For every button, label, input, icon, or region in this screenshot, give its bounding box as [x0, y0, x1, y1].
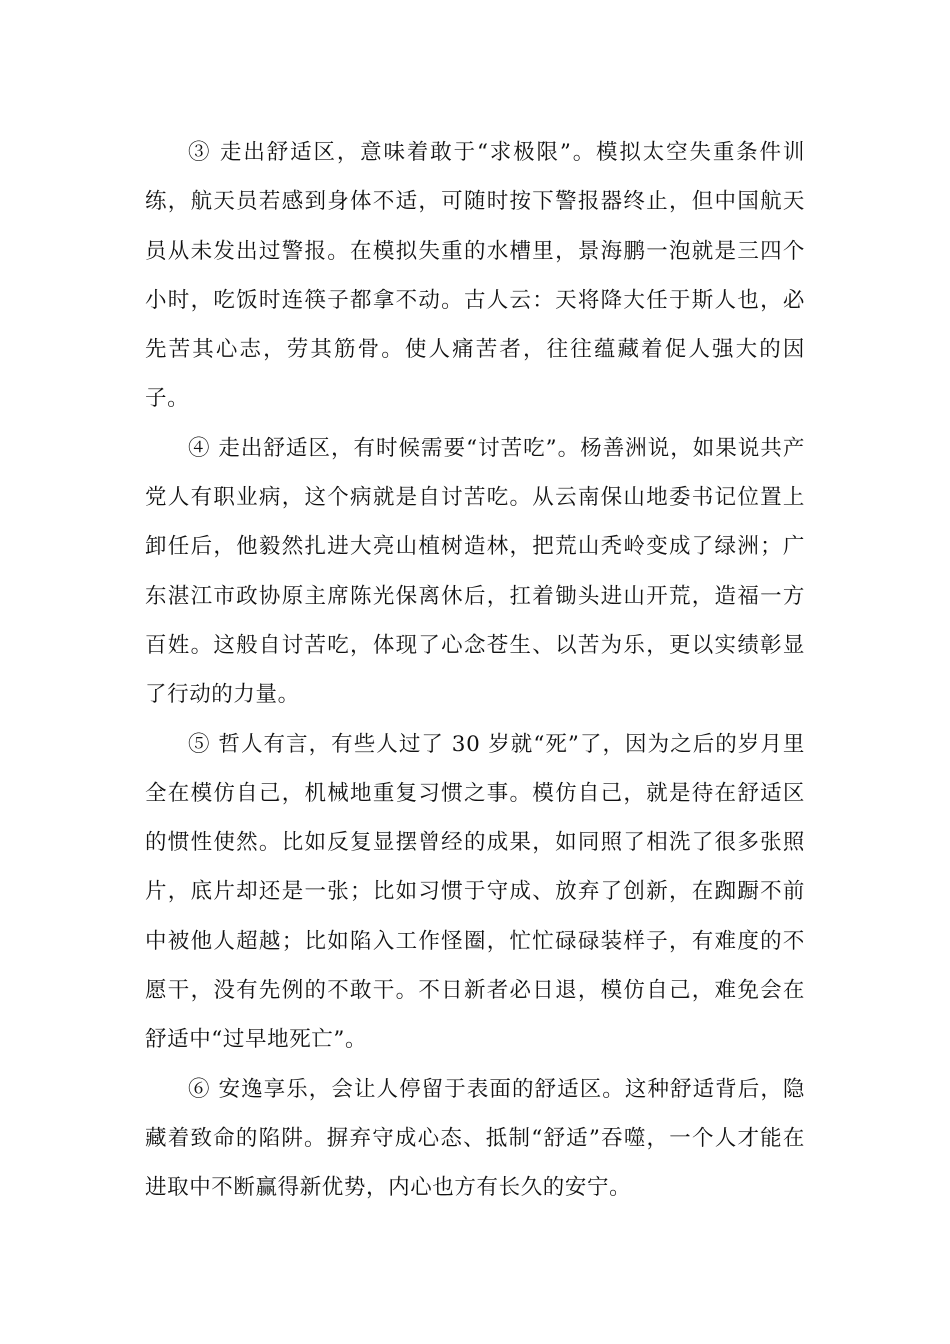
- paragraph-5: ⑤ 哲人有言，有些人过了 30 岁就“死”了，因为之后的岁月里全在模仿自己，机械地重复习惯之事。模仿自己，就是待在舒适区的惯性使然。比如反复显摆曾经的成果，如同照了相洗了很多张照片，底片却还是一张；比如习惯于守成、放弃了创新，在踟蹰不前中被他人超越；比如陷入工作怪圈，忙忙碌碌装样子，有难度的不愿干，没有先例的不敢干。不日新者必日退，模仿自己，难免会在舒适中“过早地死亡”。: [145, 731, 805, 1053]
- document-page: [145, 128, 805, 1228]
- paragraph-4: ④ 走出舒适区，有时候需要“讨苦吃”。杨善洲说，如果说共产党人有职业病，这个病就是自讨苦吃。从云南保山地委书记位置上卸任后，他毅然扎进大亮山植树造林，把荒山秃岭变成了绿洲；广东湛江市政协原主席陈光保离休后，扛着锄头进山开荒，造福一方百姓。这般自讨苦吃，体现了心念苍生、以苦为乐，更以实绩彰显了行动的力量。: [145, 435, 805, 708]
- paragraph-3: ③ 走出舒适区，意味着敢于“求极限”。模拟太空失重条件训练，航天员若感到身体不适，可随时按下警报器终止，但中国航天员从未发出过警报。在模拟失重的水槽里，景海鹏一泡就是三四个小时，吃饭时连筷子都拿不动。古人云：天将降大任于斯人也，必先苦其心志，劳其筋骨。使人痛苦者，往往蕴藏着促人强大的因子。: [145, 140, 805, 412]
- paragraph-6: ⑥ 安逸享乐，会让人停留于表面的舒适区。这种舒适背后，隐藏着致命的陷阱。摒弃守成心态、抵制“舒适”吞噬，一个人才能在进取中不断赢得新优势，内心也方有长久的安宁。: [145, 1076, 805, 1201]
